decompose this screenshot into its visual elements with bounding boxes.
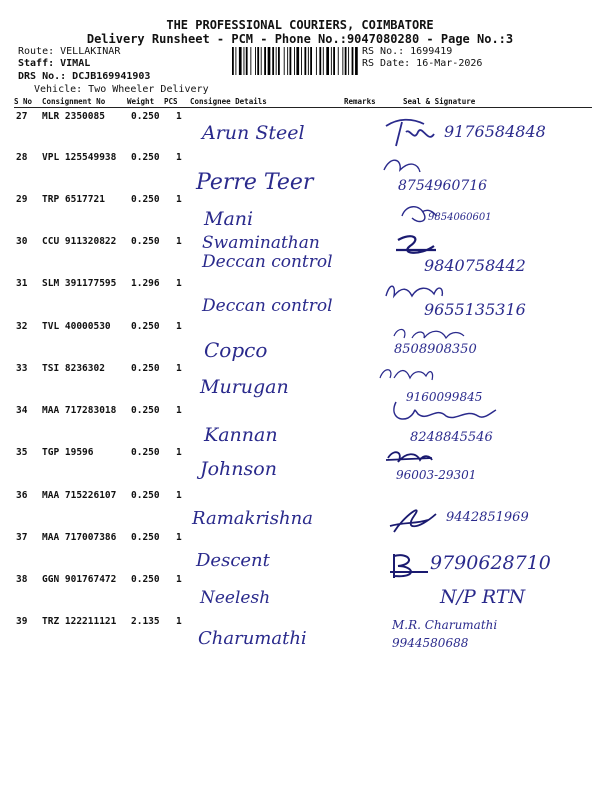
phone-handwriting: 8754960716 bbox=[398, 178, 488, 194]
barcode-bar bbox=[304, 47, 306, 75]
phone-handwriting: 9655135316 bbox=[424, 300, 526, 319]
phone-handwriting: 9840758442 bbox=[424, 256, 526, 275]
barcode-bar bbox=[308, 47, 309, 75]
col-weight: Weight bbox=[127, 97, 155, 106]
col-pcs: PCS bbox=[164, 97, 178, 106]
row-pcs: 1 bbox=[176, 321, 182, 332]
row-consignment: TRZ 122211121 bbox=[42, 616, 117, 627]
barcode-bar bbox=[255, 47, 256, 75]
row-consignment: SLM 391177595 bbox=[42, 278, 117, 289]
row-weight: 1.296 bbox=[131, 278, 160, 289]
signature bbox=[376, 364, 436, 386]
row-consignment: TVL 40000530 bbox=[42, 321, 111, 332]
consignee-handwriting: Swaminathan Deccan control bbox=[202, 233, 333, 272]
row-pcs: 1 bbox=[176, 574, 182, 585]
signature bbox=[384, 496, 444, 538]
signature bbox=[382, 280, 446, 302]
row-pcs: 1 bbox=[176, 278, 182, 289]
rs-number: RS No.: 1699419 bbox=[362, 46, 453, 57]
row-pcs: 1 bbox=[176, 616, 182, 627]
barcode-bar bbox=[326, 47, 329, 75]
row-consignment: GGN 901767472 bbox=[42, 574, 117, 585]
staff-label: Staff: VIMAL bbox=[18, 58, 91, 69]
phone-handwriting: 9442851969 bbox=[446, 510, 529, 525]
consignee-handwriting: Murugan bbox=[200, 376, 289, 398]
barcode-bar bbox=[348, 47, 349, 75]
col-sno: S No bbox=[14, 97, 33, 106]
barcode-bar bbox=[319, 47, 321, 75]
row-pcs: 1 bbox=[176, 194, 182, 205]
barcode-bar bbox=[284, 47, 285, 75]
barcode-bar bbox=[244, 47, 245, 75]
barcode-bar bbox=[261, 47, 262, 75]
phone-handwriting: 9790628710 bbox=[430, 552, 551, 574]
row-weight: 0.250 bbox=[131, 236, 160, 247]
barcode-bar bbox=[331, 47, 332, 75]
barcode-bar bbox=[232, 47, 234, 75]
row-pcs: 1 bbox=[176, 405, 182, 416]
row-weight: 0.250 bbox=[131, 447, 160, 458]
row-consignment: MAA 717007386 bbox=[42, 532, 117, 543]
consignee-handwriting: Charumathi bbox=[198, 628, 307, 649]
row-sno: 30 bbox=[16, 236, 28, 247]
consignee-handwriting: Neelesh bbox=[200, 588, 271, 608]
col-consignee: Consignee Details bbox=[190, 97, 267, 106]
barcode-bar bbox=[342, 47, 343, 75]
row-sno: 36 bbox=[16, 490, 28, 501]
barcode-bar bbox=[355, 47, 358, 75]
consignee-handwriting: Johnson bbox=[200, 458, 277, 480]
row-consignment: TSI 8236302 bbox=[42, 363, 105, 374]
barcode-bar bbox=[345, 47, 347, 75]
barcode-bar bbox=[268, 47, 271, 75]
row-pcs: 1 bbox=[176, 447, 182, 458]
barcode-bar bbox=[278, 47, 280, 75]
row-consignment: VPL 125549938 bbox=[42, 152, 117, 163]
barcode-bar bbox=[276, 47, 277, 75]
signature bbox=[388, 398, 498, 426]
row-pcs: 1 bbox=[176, 236, 182, 247]
col-seal: Seal & Signature bbox=[403, 97, 476, 106]
rs-date: RS Date: 16-Mar-2026 bbox=[362, 58, 483, 69]
signature bbox=[388, 550, 430, 580]
row-sno: 33 bbox=[16, 363, 28, 374]
route-label: Route: VELLAKINAR bbox=[18, 46, 121, 57]
phone-handwriting: 8508908350 bbox=[394, 342, 477, 357]
phone-handwriting: 9160099845 bbox=[406, 390, 483, 404]
row-sno: 27 bbox=[16, 111, 28, 122]
barcode-bar bbox=[294, 47, 295, 75]
consignee-handwriting: Mani bbox=[204, 208, 254, 230]
vehicle-label: Vehicle: Two Wheeler Delivery bbox=[34, 84, 209, 95]
row-pcs: 1 bbox=[176, 363, 182, 374]
barcode-bar bbox=[310, 47, 312, 75]
row-consignment: MAA 715226107 bbox=[42, 490, 117, 501]
barcode-bar bbox=[246, 47, 248, 75]
barcode-bar bbox=[272, 47, 274, 75]
barcode-bar bbox=[264, 47, 266, 75]
row-pcs: 1 bbox=[176, 532, 182, 543]
remark-handwriting: N/P RTN bbox=[440, 586, 526, 608]
row-consignment: MLR 2350085 bbox=[42, 111, 105, 122]
barcode-bar bbox=[338, 47, 339, 75]
row-weight: 0.250 bbox=[131, 152, 160, 163]
col-remarks: Remarks bbox=[344, 97, 376, 106]
barcode-bar bbox=[235, 47, 236, 75]
signature bbox=[384, 114, 444, 150]
signature bbox=[384, 446, 434, 468]
row-pcs: 1 bbox=[176, 152, 182, 163]
consignee-handwriting: Deccan control bbox=[202, 296, 333, 316]
row-sno: 37 bbox=[16, 532, 28, 543]
row-weight: 0.250 bbox=[131, 321, 160, 332]
signature-handwriting: M.R. Charumathi 9944580688 bbox=[392, 618, 498, 650]
row-weight: 2.135 bbox=[131, 616, 160, 627]
phone-handwriting: 8248845546 bbox=[410, 430, 493, 445]
row-pcs: 1 bbox=[176, 111, 182, 122]
barcode-bar bbox=[250, 47, 251, 75]
consignee-handwriting: Copco bbox=[204, 338, 268, 362]
barcode-bar bbox=[296, 47, 299, 75]
barcode-bar bbox=[333, 47, 335, 75]
row-weight: 0.250 bbox=[131, 111, 160, 122]
barcode-bar bbox=[257, 47, 259, 75]
barcode-bar bbox=[287, 47, 288, 75]
consignee-handwriting: Ramakrishna bbox=[192, 508, 313, 529]
consignee-handwriting: Descent bbox=[196, 550, 270, 571]
row-sno: 39 bbox=[16, 616, 28, 627]
consignee-handwriting: Kannan bbox=[204, 424, 278, 446]
barcode-bar bbox=[239, 47, 242, 75]
row-consignment: CCU 911320822 bbox=[42, 236, 117, 247]
row-pcs: 1 bbox=[176, 490, 182, 501]
runsheet-title: THE PROFESSIONAL COURIERS, COIMBATORE bbox=[166, 18, 434, 32]
consignee-handwriting: Perre Teer bbox=[196, 170, 314, 195]
barcode bbox=[232, 47, 359, 75]
runsheet-subtitle: Delivery Runsheet - PCM - Phone No.:9047080280 - Page No.:3 bbox=[86, 32, 514, 46]
row-sno: 32 bbox=[16, 321, 28, 332]
consignee-handwriting: Arun Steel bbox=[202, 122, 305, 144]
row-sno: 31 bbox=[16, 278, 28, 289]
row-consignment: MAA 717283018 bbox=[42, 405, 117, 416]
phone-handwriting: 9854060601 bbox=[428, 212, 492, 223]
header-divider bbox=[14, 107, 592, 108]
row-weight: 0.250 bbox=[131, 194, 160, 205]
row-consignment: TRP 6517721 bbox=[42, 194, 105, 205]
row-weight: 0.250 bbox=[131, 490, 160, 501]
row-weight: 0.250 bbox=[131, 574, 160, 585]
row-weight: 0.250 bbox=[131, 532, 160, 543]
phone-handwriting: 9176584848 bbox=[444, 122, 546, 141]
drs-number: DRS No.: DCJB169941903 bbox=[18, 71, 151, 82]
row-sno: 38 bbox=[16, 574, 28, 585]
barcode-bar bbox=[323, 47, 324, 75]
row-sno: 28 bbox=[16, 152, 28, 163]
signature bbox=[380, 154, 424, 176]
row-sno: 34 bbox=[16, 405, 28, 416]
col-consignment: Consignment No bbox=[42, 97, 106, 106]
barcode-bar bbox=[301, 47, 302, 75]
barcode-bar bbox=[352, 47, 354, 75]
row-sno: 29 bbox=[16, 194, 28, 205]
row-weight: 0.250 bbox=[131, 405, 160, 416]
row-sno: 35 bbox=[16, 447, 28, 458]
row-consignment: TGP 19596 bbox=[42, 447, 94, 458]
barcode-bar bbox=[290, 47, 292, 75]
phone-handwriting: 96003-29301 bbox=[396, 468, 477, 482]
signature bbox=[392, 324, 472, 344]
barcode-bar bbox=[316, 47, 317, 75]
row-weight: 0.250 bbox=[131, 363, 160, 374]
